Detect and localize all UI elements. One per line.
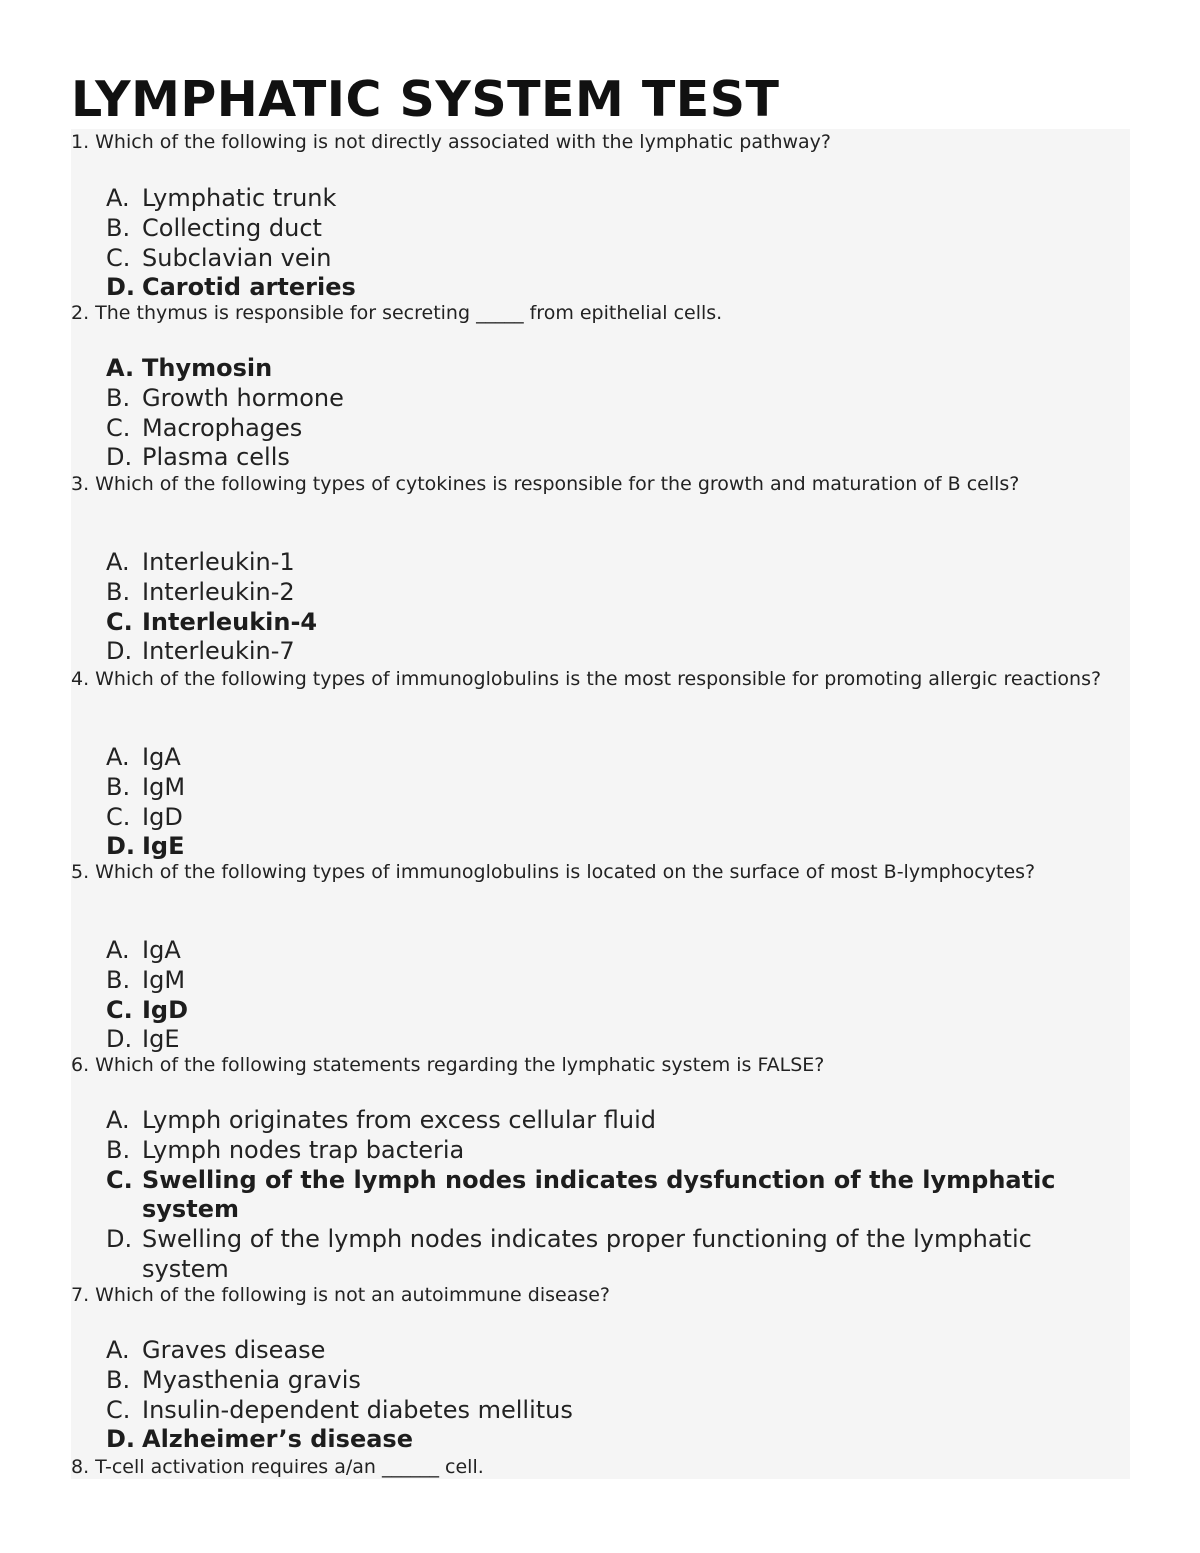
- option-text: Macrophages: [142, 413, 303, 442]
- answer-option-3b: [106, 578, 1126, 608]
- answer-option-4d: [106, 832, 1126, 862]
- answer-option-7c: [106, 1396, 1126, 1426]
- question-text: Which of the following types of immunoglobulins is located on the surface of most B-lymphocytes?: [95, 861, 1036, 883]
- option-text: Growth hormone: [142, 383, 344, 412]
- question-number: 8.: [71, 1456, 90, 1478]
- option-letter: C.: [106, 995, 133, 1024]
- answer-option-2b: [106, 384, 1126, 414]
- option-letter: D.: [106, 1425, 136, 1454]
- option-letter: C.: [106, 1165, 133, 1194]
- option-letter: B.: [106, 965, 131, 994]
- option-text: Thymosin: [142, 354, 273, 382]
- option-letter: A.: [106, 354, 135, 382]
- option-text: Interleukin-1: [142, 548, 295, 576]
- question-8: [71, 1456, 1126, 1479]
- answer-option-1c: [106, 244, 1126, 274]
- answer-option-6a: [106, 1106, 1126, 1136]
- option-text: Myasthenia gravis: [142, 1365, 361, 1394]
- answer-option-2d: [106, 443, 1126, 473]
- question-text: Which of the following is not directly associated with the lymphatic pathway?: [95, 131, 832, 153]
- answer-option-6c: [106, 1166, 1126, 1226]
- option-letter: C.: [106, 802, 131, 831]
- question-text: The thymus is responsible for secreting _____ from epithelial cells.: [95, 302, 723, 324]
- answer-option-5b: [106, 966, 1126, 996]
- option-text: Collecting duct: [142, 213, 322, 242]
- question-3: [71, 473, 1126, 496]
- option-text: Lymphatic trunk: [142, 184, 337, 212]
- option-letter: A.: [106, 184, 130, 212]
- option-letter: D.: [106, 832, 136, 861]
- option-letter: D.: [106, 1025, 133, 1054]
- question-4: [71, 668, 1126, 691]
- question-number: 6.: [71, 1054, 90, 1076]
- option-text: Insulin-dependent diabetes mellitus: [142, 1395, 573, 1424]
- option-text: IgM: [142, 965, 186, 994]
- answer-list-6: [106, 1106, 1126, 1285]
- question-text: T-cell activation requires a/an ______ cell.: [95, 1456, 484, 1478]
- question-2: [71, 302, 1126, 325]
- option-letter: D.: [106, 1225, 133, 1254]
- answer-option-4b: [106, 773, 1126, 803]
- page-title: LYMPHATIC SYSTEM TEST: [71, 71, 780, 128]
- question-number: 3.: [71, 473, 90, 495]
- option-letter: A.: [106, 743, 130, 771]
- question-number: 1.: [71, 131, 90, 153]
- option-letter: B.: [106, 1365, 131, 1394]
- option-text: Lymph nodes trap bacteria: [142, 1135, 465, 1164]
- question-number: 5.: [71, 861, 90, 883]
- answer-list-5: [106, 936, 1126, 1055]
- option-text: Carotid arteries: [142, 273, 356, 302]
- option-text: IgD: [142, 995, 189, 1024]
- option-text: IgD: [142, 802, 183, 831]
- answer-list-2: [106, 354, 1126, 473]
- option-text: IgM: [142, 772, 186, 801]
- option-text: Plasma cells: [142, 443, 290, 472]
- question-7: [71, 1284, 1126, 1307]
- question-1: [71, 131, 1126, 154]
- option-letter: D.: [106, 273, 136, 302]
- question-number: 7.: [71, 1284, 90, 1306]
- answer-option-7d: [106, 1425, 1126, 1455]
- option-text: Interleukin-2: [142, 577, 295, 606]
- option-text: IgE: [142, 832, 185, 861]
- answer-option-1b: [106, 214, 1126, 244]
- option-letter: C.: [106, 1395, 131, 1424]
- answer-option-4a: [106, 743, 1126, 773]
- answer-option-5c: [106, 996, 1126, 1026]
- answer-option-2c: [106, 414, 1126, 444]
- question-number: 4.: [71, 668, 90, 690]
- option-letter: A.: [106, 936, 130, 964]
- option-letter: A.: [106, 548, 130, 576]
- option-text: IgE: [142, 1025, 180, 1054]
- answer-option-4c: [106, 803, 1126, 833]
- option-letter: C.: [106, 607, 133, 636]
- question-5: [71, 861, 1126, 884]
- question-text: Which of the following statements regarding the lymphatic system is FALSE?: [95, 1054, 825, 1076]
- answer-list-4: [106, 743, 1126, 862]
- option-text: Swelling of the lymph nodes indicates dysfunction of the lymphatic system: [142, 1165, 1056, 1224]
- answer-option-3a: [106, 548, 1126, 578]
- answer-option-6d: [106, 1225, 1126, 1285]
- answer-option-3d: [106, 637, 1126, 667]
- option-letter: B.: [106, 1135, 131, 1164]
- option-letter: B.: [106, 383, 131, 412]
- question-text: Which of the following types of immunoglobulins is the most responsible for promoting allergic reactions?: [95, 668, 1102, 690]
- option-letter: C.: [106, 243, 131, 272]
- option-letter: A.: [106, 1336, 130, 1364]
- answer-option-3c: [106, 608, 1126, 638]
- question-text: Which of the following types of cytokines is responsible for the growth and maturation of B cells?: [95, 473, 1020, 495]
- question-6: [71, 1054, 1126, 1077]
- option-text: Lymph originates from excess cellular fluid: [142, 1106, 656, 1134]
- option-letter: C.: [106, 413, 131, 442]
- answer-option-7b: [106, 1366, 1126, 1396]
- question-number: 2.: [71, 302, 90, 324]
- answer-option-1d: [106, 273, 1126, 303]
- test-content: [71, 129, 1130, 1479]
- option-text: Subclavian vein: [142, 243, 332, 272]
- answer-list-1: [106, 184, 1126, 303]
- answer-list-7: [106, 1336, 1126, 1455]
- option-letter: B.: [106, 772, 131, 801]
- answer-option-1a: [106, 184, 1126, 214]
- option-text: IgA: [142, 743, 181, 771]
- option-letter: D.: [106, 443, 133, 472]
- answer-option-5d: [106, 1025, 1126, 1055]
- option-letter: B.: [106, 213, 131, 242]
- option-text: Alzheimer’s disease: [142, 1425, 413, 1454]
- answer-option-2a: [106, 354, 1126, 384]
- option-text: Graves disease: [142, 1336, 326, 1364]
- answer-list-3: [106, 548, 1126, 667]
- option-text: Interleukin-4: [142, 607, 318, 636]
- option-text: IgA: [142, 936, 181, 964]
- answer-option-7a: [106, 1336, 1126, 1366]
- option-letter: A.: [106, 1106, 130, 1134]
- option-letter: B.: [106, 577, 131, 606]
- question-text: Which of the following is not an autoimmune disease?: [95, 1284, 611, 1306]
- option-letter: D.: [106, 637, 133, 666]
- option-text: Interleukin-7: [142, 637, 295, 666]
- answer-option-5a: [106, 936, 1126, 966]
- option-text: Swelling of the lymph nodes indicates proper functioning of the lymphatic system: [142, 1225, 1032, 1283]
- answer-option-6b: [106, 1136, 1126, 1166]
